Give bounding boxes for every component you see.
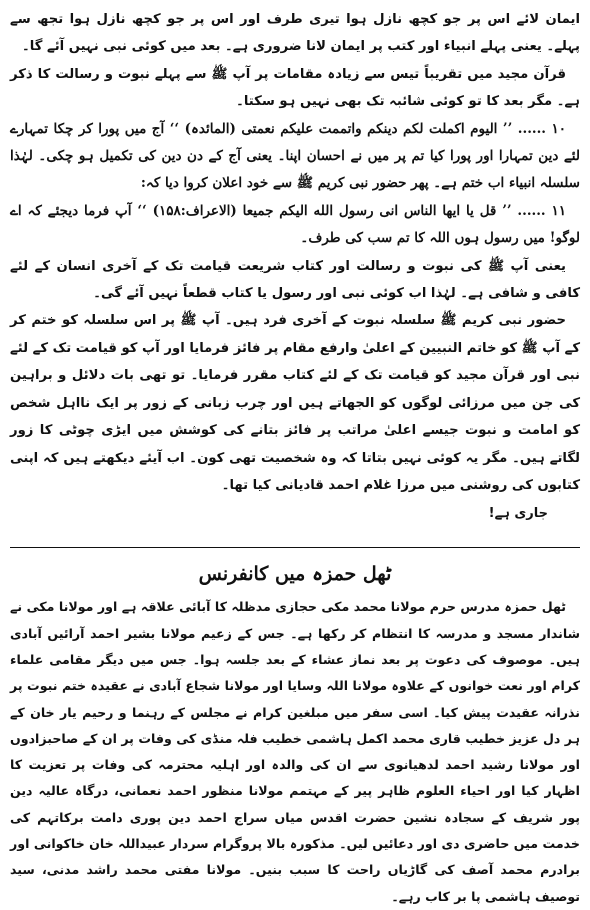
paragraph: ٹھل حمزہ مدرس حرم مولانا محمد مکی حجازی مدظلہ کا آبائی علاقہ ہے اور مولانا مکی نے شاندار مسجد و مدرسہ کا انتظام کر رکھا ہے۔ جس کے زعیم مولانا بشیر احمد آرائیں آبادی ہیں۔ موصوف کی دعوت پر بعد نماز عشاء کے بعد جلسہ ہوا۔ جس میں دیگر مقامی علماء کرام اور نعت خوانوں کے علاوہ مولانا اللہ وسایا اور مولانا شجاع آبادی نے عقیدہ ختم نبوت پر نذرانہ عقیدت پیش کیا۔ اسی سفر میں مبلغین کرام نے مجلس کے رہنما و رحیم یار خان کے ہر دل عزیز خطیب قاری محمد اکمل ہاشمی خطیب فلہ منڈی کی وفات پر ان کے صاحبزادوں اور مولانا رشید احمد لدھیانوی سے ان کی والدہ اور اہلیہ محترمہ کی وفات پر تعزیت کا اظہار کیا اور احیاء العلوم ظاہر پیر کے مہتمم مولانا منظور احمد نعمانی، درگاہ عالیہ دین پور شریف کے سجادہ نشین حضرت اقدس میاں سراج احمد دین پوری دامت برکاتہم کی خدمت میں حاضری دی اور دعائیں لیں۔ مذکورہ بالا پروگرام سردار عبیداللہ خان خاکوانی اور برادرم محمد آصف کی گاڑیاں راحت کا سبب بنیں۔ مولانا مفتی محمد راشد مدنی، سید توصیف ہاشمی پا بر کاب رہے۔ bbox=[10, 599, 580, 904]
paragraph: یعنی آپ ﷺ کی نبوت و رسالت اور کتاب شریعت قیامت تک کے آخری انسان کے لئے کافی و شافی ہے۔ لہٰذا اب کوئی نبی اور رسول یا کتاب قطعاً نہیں آئے گی۔ bbox=[10, 258, 580, 302]
section-heading: ٹھل حمزہ میں کانفرنس bbox=[198, 563, 392, 586]
paragraph: حضور نبی کریم ﷺ سلسلہ نبوت کے آخری فرد ہیں۔ آپ ﷺ پر اس سلسلہ کو ختم کر کے آپ ﷺ کو خاتم النبیین کے اعلیٰ وارفع مقام پر فائز فرمایا اور آپ کو قیامت تک کے لئے نبی اور قرآن مجید کو قیامت تک کے لئے کتاب مقرر فرمایا۔ تو تھی بات دلائل و براہین کی جن میں مرزائی لوگوں کو الجھاتے ہیں اور چرب زبانی کے زور پر ایک نااہل شخص کو امامت و نبوت جیسے اعلیٰ مراتب پر فائز بتانے کی کوشش میں ایڑی چوٹی کا زور لگاتے ہیں۔ مگر یہ کوئی نہیں بتاتا کہ وہ شخصیت تھی کون۔ اب آیئے دیکھتے ہیں کہ اپنی کتابوں کی روشنی میں مرزا غلام احمد قادیانی کیا تھا۔ bbox=[10, 313, 580, 493]
paragraph: قرآن مجید میں تقریباً تیس سے زیادہ مقامات پر آپ ﷺ سے پہلے نبوت و رسالت کا ذکر ہے۔ مگر بعد کا تو کوئی شائبہ تک بھی نہیں ہو سکتا۔ bbox=[10, 66, 580, 110]
quote-paragraph: ۱۰ ...... ’’ الیوم اکملت لکم دینکم واتممت علیکم نعمتی (المائدہ) ‘‘ آج میں پورا کر چکا تمہارے لئے دین تمہارا اور پورا کیا تم پر میں نے احسان اپنا۔ یعنی آج کے دن دین کی تکمیل ہو چکی۔ لہٰذا سلسلہ انبیاء اب ختم ہے۔ پھر حضور نبی کریم ﷺ سے خود اعلان کروا دیا کہ: bbox=[10, 120, 580, 192]
paragraph: ایمان لائے اس پر جو کچھ نازل ہوا تیری طرف اور اس پر جو کچھ نازل ہوا تجھ سے پہلے۔ یعنی پہلے انبیاء اور کتب پر ایمان لانا ضروری ہے۔ بعد میں کوئی نبی نہیں آئے گا۔ bbox=[10, 12, 580, 55]
article-continuation bbox=[10, 6, 580, 527]
conference-report bbox=[10, 560, 580, 910]
quote-paragraph: ۱۱ ...... ’’ قل یا ایها الناس انی رسول الله الیکم جمیعا (الاعراف:۱۵۸) ‘‘ آپ فرما دیجئے کہ اے لوگو! میں رسول ہوں اللہ کا تم سب کی طرف۔ bbox=[10, 202, 580, 247]
section-divider bbox=[10, 547, 580, 548]
continued-note: جاری ہے! bbox=[488, 506, 548, 522]
